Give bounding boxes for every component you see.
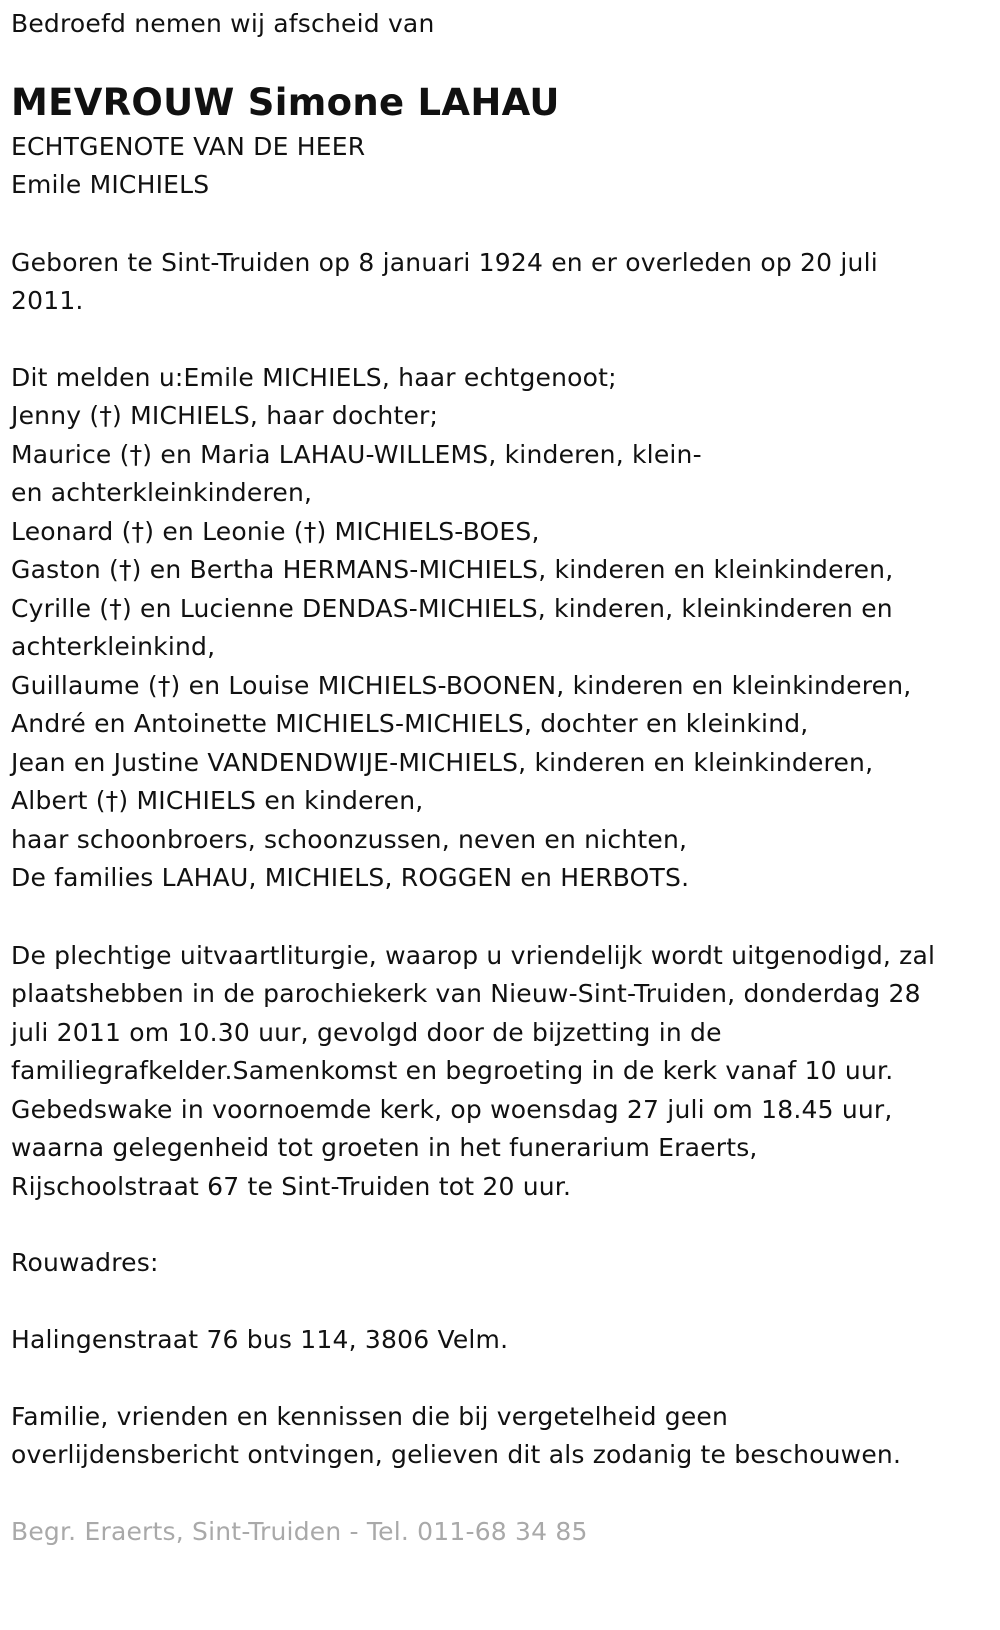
announcer-line: en achterkleinkinderen, bbox=[11, 478, 313, 507]
announcer-line: Maurice (†) en Maria LAHAU-WILLEMS, kinderen, klein- bbox=[11, 440, 702, 469]
announcer-line: Jenny (†) MICHIELS, haar dochter; bbox=[11, 401, 439, 430]
announcer-line: Gaston (†) en Bertha HERMANS-MICHIELS, kinderen en kleinkinderen, bbox=[11, 555, 894, 584]
closing-line: Familie, vrienden en kennissen die bij vergetelheid geen bbox=[11, 1402, 729, 1431]
birth-death-line: 2011. bbox=[11, 286, 84, 315]
ceremony-line: juli 2011 om 10.30 uur, gevolgd door de bijzetting in de bbox=[11, 1018, 722, 1047]
announcer-line: Dit melden u:Emile MICHIELS, haar echtgenoot; bbox=[11, 363, 617, 392]
announcer-line: Leonard (†) en Leonie (†) MICHIELS-BOES, bbox=[11, 517, 540, 546]
announcer-line: Albert (†) MICHIELS en kinderen, bbox=[11, 786, 424, 815]
announcer-line: achterkleinkind, bbox=[11, 632, 216, 661]
ceremony-line: De plechtige uitvaartliturgie, waarop u vriendelijk wordt uitgenodigd, zal bbox=[11, 941, 936, 970]
spouse-name: Emile MICHIELS bbox=[11, 170, 210, 199]
announcer-line: Cyrille (†) en Lucienne DENDAS-MICHIELS, kinderen, kleinkinderen en bbox=[11, 594, 893, 623]
ceremony-line: waarna gelegenheid tot groeten in het funerarium Eraerts, bbox=[11, 1133, 758, 1162]
announcer-line: André en Antoinette MICHIELS-MICHIELS, dochter en kleinkind, bbox=[11, 709, 809, 738]
closing-line: overlijdensbericht ontvingen, gelieven dit als zodanig te beschouwen. bbox=[11, 1440, 902, 1469]
announcer-line: Guillaume (†) en Louise MICHIELS-BOONEN, kinderen en kleinkinderen, bbox=[11, 671, 912, 700]
ceremony-line: plaatshebben in de parochiekerk van Nieuw-Sint-Truiden, donderdag 28 bbox=[11, 979, 921, 1008]
mourning-address-label: Rouwadres: bbox=[11, 1248, 159, 1277]
ceremony-line: Gebedswake in voornoemde kerk, op woensdag 27 juli om 18.45 uur, bbox=[11, 1095, 893, 1124]
announcer-line: haar schoonbroers, schoonzussen, neven en nichten, bbox=[11, 825, 688, 854]
ceremony-line: familiegrafkelder.Samenkomst en begroeting in de kerk vanaf 10 uur. bbox=[11, 1056, 894, 1085]
funeral-home-footer: Begr. Eraerts, Sint-Truiden - Tel. 011-68 34 85 bbox=[11, 1517, 588, 1546]
mourning-address: Halingenstraat 76 bus 114, 3806 Velm. bbox=[11, 1325, 509, 1354]
birth-death-line: Geboren te Sint-Truiden op 8 januari 1924 en er overleden op 20 juli bbox=[11, 248, 878, 277]
intro-text: Bedroefd nemen wij afscheid van bbox=[11, 9, 435, 38]
deceased-name: MEVROUW Simone LAHAU bbox=[11, 81, 560, 124]
ceremony-line: Rijschoolstraat 67 te Sint-Truiden tot 20 uur. bbox=[11, 1172, 572, 1201]
spouse-title: ECHTGENOTE VAN DE HEER bbox=[11, 132, 366, 161]
announcer-line: Jean en Justine VANDENDWIJE-MICHIELS, kinderen en kleinkinderen, bbox=[11, 748, 874, 777]
announcer-line: De families LAHAU, MICHIELS, ROGGEN en HERBOTS. bbox=[11, 863, 690, 892]
